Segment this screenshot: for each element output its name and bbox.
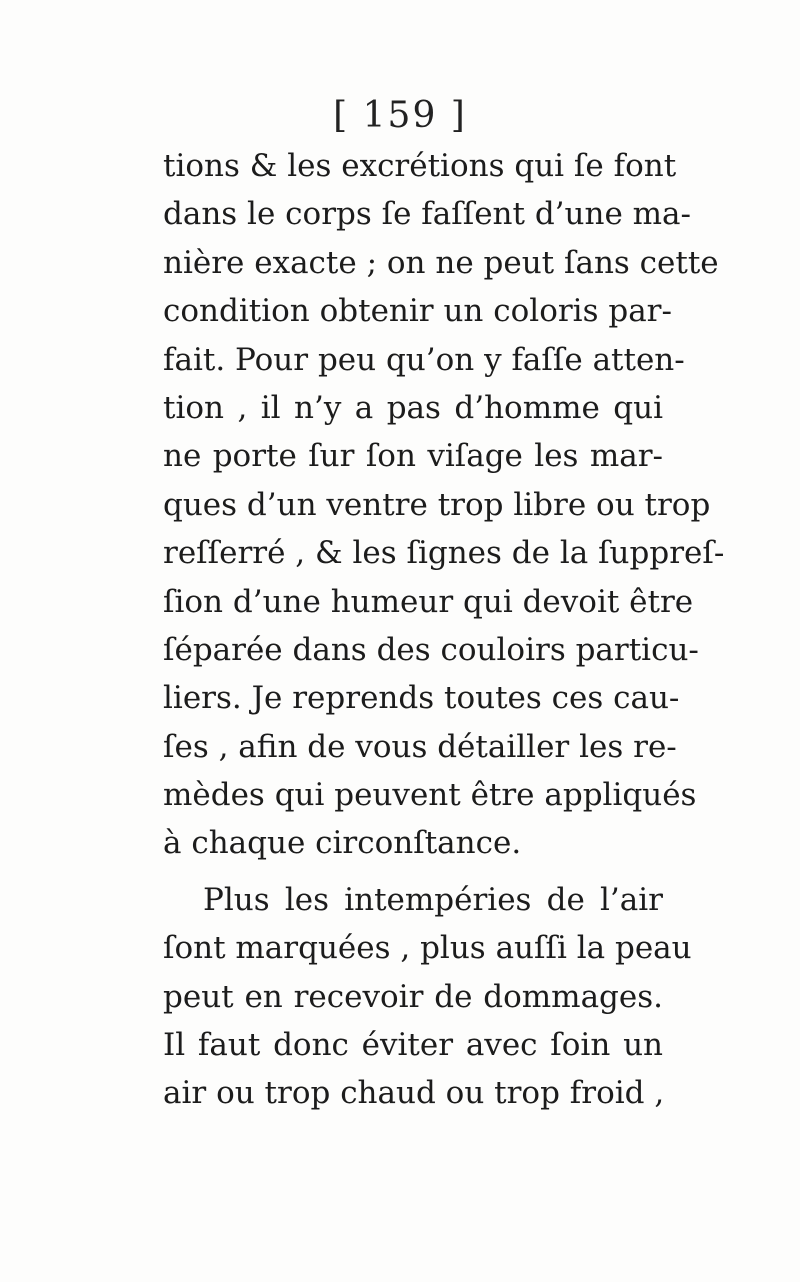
text-line: peut en recevoir de dommages. (163, 978, 663, 1015)
text-line: ſéparée dans des couloirs particu- (163, 631, 699, 668)
text-line: dans le corps ſe faſſent d’une ma- (163, 196, 691, 233)
text-line: ſion d’une humeur qui devoit être (163, 583, 694, 620)
text-line: reſſerré , & les ſignes de la ſuppreſ- (163, 535, 725, 572)
text-line: ſes , afin de vous détailler les re- (163, 728, 677, 765)
text-line: nière exacte ; on ne peut ſans cette (163, 244, 719, 281)
text-line: air ou trop chaud ou trop froid , (163, 1075, 665, 1112)
text-line: fait. Pour peu qu’on y faſſe atten- (163, 341, 685, 378)
body-text (163, 142, 725, 1118)
paragraph-gap (163, 868, 663, 876)
text-line: Il faut donc éviter avec ſoin un (163, 1027, 663, 1064)
paragraph-1 (163, 142, 725, 868)
text-line: condition obtenir un coloris par- (163, 293, 672, 330)
text-line: tion , il n’y a pas d’homme qui (163, 389, 663, 426)
page-number: [ 159 ] (333, 95, 467, 136)
text-line: ques d’un ventre trop libre ou trop (163, 486, 711, 523)
text-line: liers. Je reprends toutes ces cau- (163, 680, 680, 717)
text-line: tions & les excrétions qui ſe font (163, 148, 677, 184)
paragraph-2 (163, 876, 692, 1118)
text-line: à chaque circonſtance. (163, 825, 522, 862)
text-line: ne porte ſur ſon viſage les mar- (163, 438, 663, 475)
text-line: mèdes qui peuvent être appliqués (163, 777, 697, 814)
text-line: Plus les intempéries de l’air (203, 881, 663, 918)
text-line: ſont marquées , plus auſſi la peau (163, 930, 692, 967)
